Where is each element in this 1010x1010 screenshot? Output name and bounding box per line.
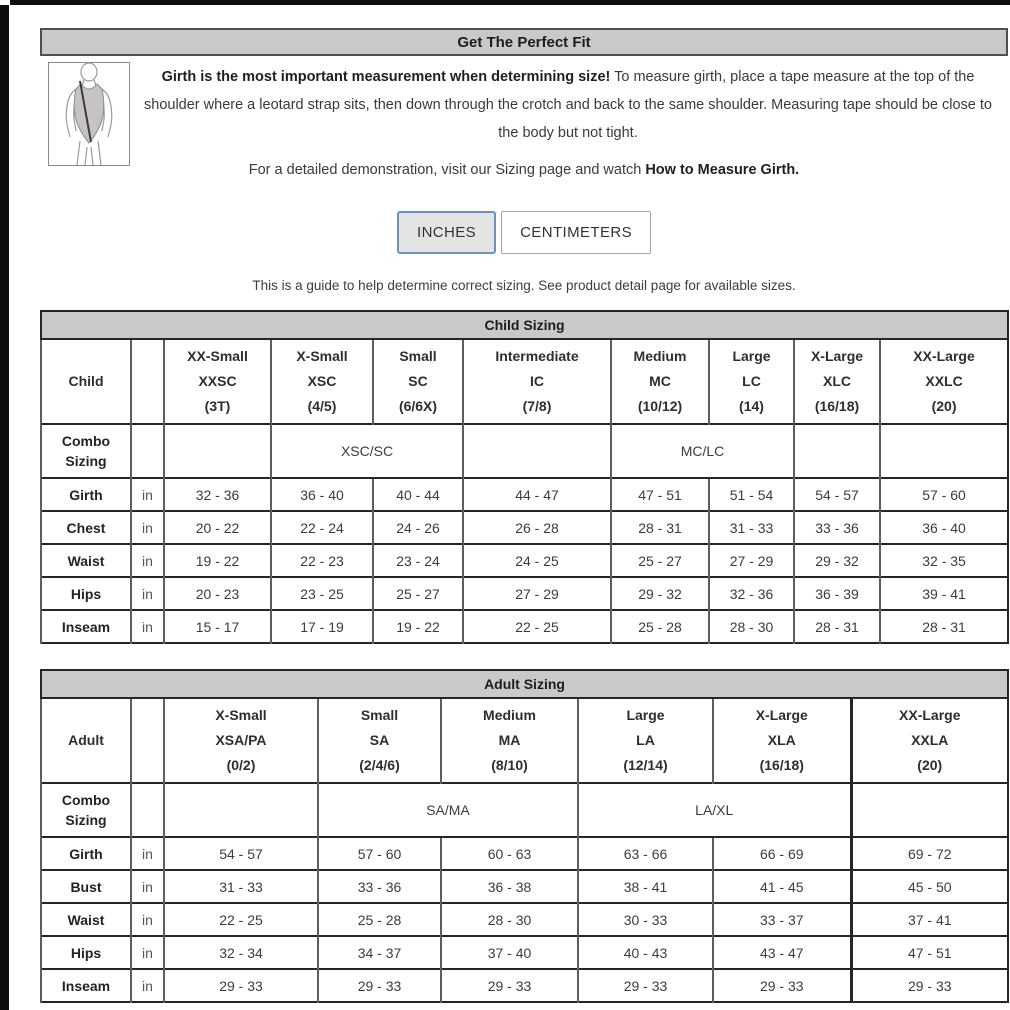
adult_table-value-cell: 69 - 72 [851,837,1008,870]
leotard-figure-icon [49,63,129,165]
child_table-column-name: X-Small [296,348,348,364]
adult_table-value-cell: 29 - 33 [851,969,1008,1002]
child_table-value-cell: 32 - 36 [709,577,794,610]
adult_table-column-name: Medium [483,707,536,723]
child_table-value-cell: 47 - 51 [611,478,709,511]
adult_table-column-code: LA [636,732,655,748]
adult_table-value-cell: 47 - 51 [851,936,1008,969]
adult_table-value-cell: 29 - 33 [164,969,318,1002]
girth-instructions-lead: Girth is the most important measurement when determining size! [161,69,611,85]
child_table-column-header [709,339,794,424]
child_table-value-cell: 22 - 25 [463,610,611,643]
adult_table-row-unit: in [131,903,164,936]
adult_table-combo-header: Combo Sizing [41,783,131,837]
adult_table-row-unit: in [131,870,164,903]
adult_table-value-cell: 63 - 66 [578,837,713,870]
child_table-value-cell: 25 - 27 [373,577,463,610]
child_table-value-cell: 33 - 36 [794,511,880,544]
adult_table-row-unit: in [131,969,164,1002]
child_table-column-range: (10/12) [637,398,683,414]
centimeters-button[interactable]: CENTIMETERS [501,211,651,254]
adult_table-value-cell: 37 - 40 [441,936,578,969]
child_table-column-header [271,339,373,424]
child_table-column-code: LC [742,373,761,389]
adult_table-row-unit: in [131,936,164,969]
child-sizing-table [40,310,1009,644]
adult_table-column-code: XSA/PA [215,732,267,748]
inches-button[interactable]: INCHES [397,211,496,254]
child_table-row-label: Inseam [41,610,131,643]
child_table-value-cell: 28 - 31 [880,610,1008,643]
adult_table-combo-cell [851,783,1008,837]
adult_table-value-cell: 32 - 34 [164,936,318,969]
sizing-page [40,0,1008,1010]
adult_table-row-label: Bust [41,870,131,903]
adult_table-column-header [851,698,1008,783]
child_table-value-cell: 32 - 35 [880,544,1008,577]
adult_table-value-cell: 66 - 69 [713,837,851,870]
child_table-row-label: Waist [41,544,131,577]
child_table-combo-unit-cell [131,424,164,478]
adult_table-combo-unit-cell [131,783,164,837]
girth-intro-section [48,62,1000,166]
adult_table-value-cell: 36 - 38 [441,870,578,903]
adult_table-column-name: X-Small [215,707,267,723]
child_table-column-header [611,339,709,424]
adult_table-column-header [713,698,851,783]
adult_table-column-range: (20) [917,757,943,773]
child_table-column-range: (14) [739,398,764,414]
child_table-column-code: XSC [307,373,337,389]
adult_table-column-code: XLA [767,732,796,748]
child_table-column-range: (16/18) [814,398,860,414]
adult_table-column-range: (16/18) [759,757,804,773]
adult_table-value-cell: 29 - 33 [578,969,713,1002]
child_table-column-range: (3T) [204,398,231,414]
child_table-row-unit: in [131,610,164,643]
child_table-value-cell: 25 - 28 [611,610,709,643]
child_table-value-cell: 28 - 31 [611,511,709,544]
child_table-column-code: XXLC [925,373,963,389]
child_table-column-code: SC [408,373,428,389]
adult_table-value-cell: 22 - 25 [164,903,318,936]
child_table-column-range: (7/8) [522,398,552,414]
adult_table-combo-cell [164,783,318,837]
child_table-column-range: (6/6X) [398,398,438,414]
child_table-value-cell: 22 - 24 [271,511,373,544]
adult-sizing-table [40,669,1009,1003]
child_table-value-cell: 24 - 25 [463,544,611,577]
adult_table-combo-cell: SA/MA [318,783,578,837]
demo-line-bold: How to Measure Girth. [645,162,800,178]
child_table-column-name: Intermediate [495,348,579,364]
child_table-value-cell: 20 - 22 [164,511,271,544]
child_table-row-label: Chest [41,511,131,544]
child_table-value-cell: 57 - 60 [880,478,1008,511]
child_table-value-cell: 24 - 26 [373,511,463,544]
child_table-value-cell: 36 - 39 [794,577,880,610]
adult_table-column-name: XX-Large [899,707,961,723]
adult_table-column-header [318,698,441,783]
child_table-row-header: Child [41,339,131,424]
child_table-column-name: XX-Small [187,348,248,364]
adult_table-column-header [578,698,713,783]
child_table-value-cell: 36 - 40 [880,511,1008,544]
adult_table-value-cell: 41 - 45 [713,870,851,903]
child_table-value-cell: 31 - 33 [709,511,794,544]
adult_table-value-cell: 33 - 36 [318,870,441,903]
child_table-value-cell: 32 - 36 [164,478,271,511]
child_table-column-name: XX-Large [913,348,975,364]
child_table-value-cell: 44 - 47 [463,478,611,511]
child_table-column-code: XLC [823,373,851,389]
child_table-value-cell: 15 - 17 [164,610,271,643]
adult_table-value-cell: 37 - 41 [851,903,1008,936]
child_table-value-cell: 17 - 19 [271,610,373,643]
adult_table-row-label: Hips [41,936,131,969]
child_table-value-cell: 23 - 25 [271,577,373,610]
child_table-combo-cell: XSC/SC [271,424,463,478]
child_table-value-cell: 19 - 22 [373,610,463,643]
child_table-value-cell: 29 - 32 [794,544,880,577]
adult_table-value-cell: 28 - 30 [441,903,578,936]
unit-toggle [40,211,1008,254]
child_table-column-code: XXSC [198,373,237,389]
child_table-unit-header-cell [131,339,164,424]
adult_table-column-code: MA [498,732,521,748]
adult_table-row-label: Waist [41,903,131,936]
page-title [40,28,1008,56]
child_table-column-header [463,339,611,424]
adult_table-row-unit: in [131,837,164,870]
adult_table-value-cell: 40 - 43 [578,936,713,969]
frame-left-border [0,5,9,1010]
child_table-combo-cell [164,424,271,478]
child_table-row-label: Girth [41,478,131,511]
child_table-value-cell: 25 - 27 [611,544,709,577]
child_table-value-cell: 51 - 54 [709,478,794,511]
child_table-value-cell: 40 - 44 [373,478,463,511]
girth-instructions [130,62,1000,147]
adult_table-value-cell: 38 - 41 [578,870,713,903]
child_table-value-cell: 27 - 29 [709,544,794,577]
child_table-title: Child Sizing [41,311,1008,339]
adult_table-value-cell: 34 - 37 [318,936,441,969]
page-title-text: Get The Perfect Fit [457,33,591,51]
child_table-value-cell: 39 - 41 [880,577,1008,610]
child_table-column-range: (20) [931,398,957,414]
child_table-combo-cell [880,424,1008,478]
adult_table-value-cell: 54 - 57 [164,837,318,870]
adult_table-column-range: (0/2) [226,757,256,773]
adult_table-value-cell: 43 - 47 [713,936,851,969]
adult_table-value-cell: 30 - 33 [578,903,713,936]
child_table-combo-cell [794,424,880,478]
adult_table-value-cell: 31 - 33 [164,870,318,903]
child_table-row-unit: in [131,544,164,577]
child_table-row-unit: in [131,478,164,511]
child_table-column-name: Medium [633,348,687,364]
child_table-column-name: Large [732,348,771,364]
adult_table-column-name: Large [626,707,665,723]
girth-diagram-image [48,62,130,166]
child_table-column-code: MC [649,373,671,389]
adult_table-value-cell: 29 - 33 [713,969,851,1002]
adult_table-column-range: (2/4/6) [359,757,400,773]
child_table-column-code: IC [530,373,544,389]
adult_table-column-name: X-Large [755,707,808,723]
adult_table-value-cell: 25 - 28 [318,903,441,936]
adult_table-value-cell: 45 - 50 [851,870,1008,903]
adult_table-combo-cell: LA/XL [578,783,851,837]
child_table-column-header [164,339,271,424]
child_table-value-cell: 22 - 23 [271,544,373,577]
child_table-combo-cell [463,424,611,478]
adult_table-row-header: Adult [41,698,131,783]
child_table-value-cell: 36 - 40 [271,478,373,511]
child_table-row-unit: in [131,511,164,544]
adult_table-value-cell: 29 - 33 [441,969,578,1002]
child_table-value-cell: 29 - 32 [611,577,709,610]
adult_table-column-range: (12/14) [623,757,668,773]
adult_table-column-header [164,698,318,783]
child_table-value-cell: 20 - 23 [164,577,271,610]
adult_table-column-range: (8/10) [491,757,528,773]
adult_table-column-code: XXLA [911,732,949,748]
child_table-column-name: X-Large [810,348,864,364]
adult_table-value-cell: 33 - 37 [713,903,851,936]
adult_table-column-name: Small [360,707,399,723]
child_table-combo-cell: MC/LC [611,424,794,478]
child_table-value-cell: 28 - 30 [709,610,794,643]
adult_table-row-label: Inseam [41,969,131,1002]
adult_table-row-label: Girth [41,837,131,870]
adult_table-column-code: SA [369,732,390,748]
adult_table-title: Adult Sizing [41,670,1008,698]
adult_table-unit-header-cell [131,698,164,783]
child_table-column-header [794,339,880,424]
adult_table-value-cell: 57 - 60 [318,837,441,870]
child_table-column-header [880,339,1008,424]
child_table-value-cell: 26 - 28 [463,511,611,544]
adult_table-value-cell: 29 - 33 [318,969,441,1002]
adult_table-value-cell: 60 - 63 [441,837,578,870]
child_table-value-cell: 28 - 31 [794,610,880,643]
child_table-value-cell: 23 - 24 [373,544,463,577]
child_table-value-cell: 19 - 22 [164,544,271,577]
child_table-value-cell: 27 - 29 [463,577,611,610]
sizing-note: This is a guide to help determine correct sizing. See product detail page for available sizes. [252,278,796,293]
demo-line-text: For a detailed demonstration, visit our Sizing page and watch [248,162,646,178]
child_table-column-header [373,339,463,424]
demo-line [40,162,1008,178]
child_table-row-unit: in [131,577,164,610]
girth-instructions-body: To measure girth, place a tape measure at the top of the shoulder where a leotard strap sits, then down through the crotch and back to the same shoulder. Measuring tape should be close to the body but not tight. [144,69,992,141]
child_table-row-label: Hips [41,577,131,610]
child_table-combo-header: Combo Sizing [41,424,131,478]
adult_table-column-header [441,698,578,783]
child_table-column-name: Small [399,348,437,364]
child_table-value-cell: 54 - 57 [794,478,880,511]
child_table-column-range: (4/5) [307,398,337,414]
